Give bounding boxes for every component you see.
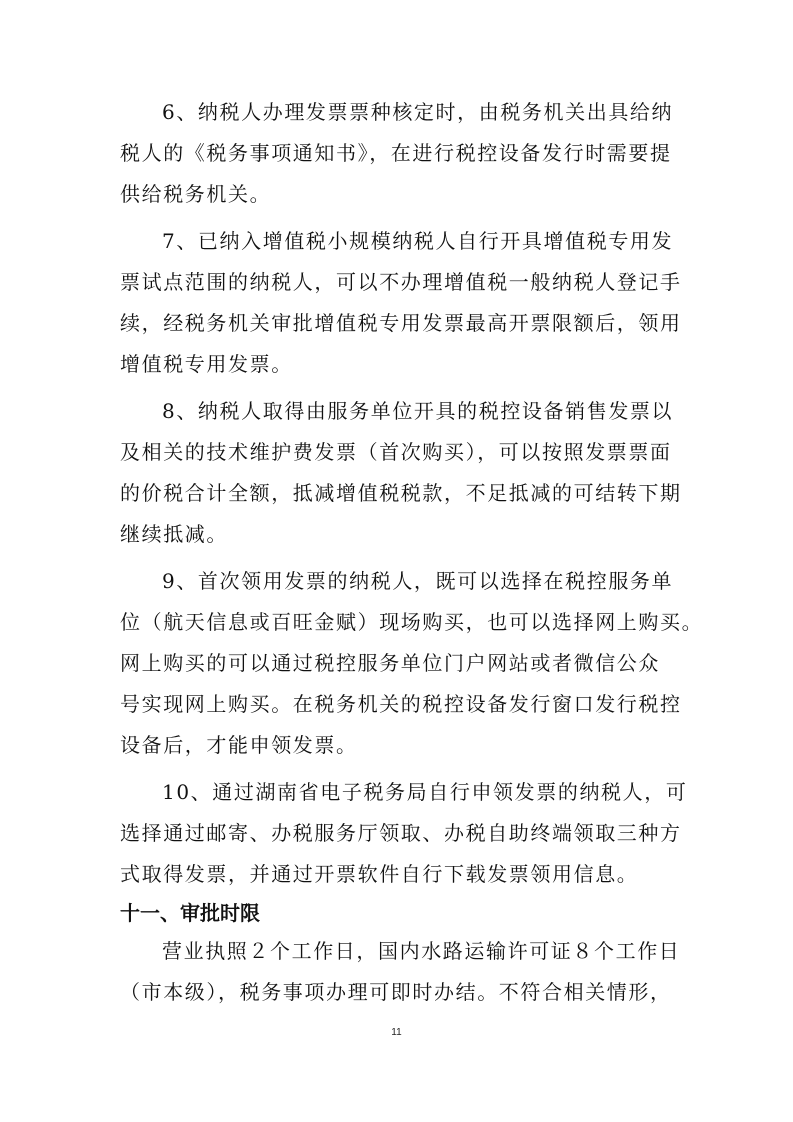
text-line: 选择通过邮寄、办税服务厅领取、办税自助终端领取三种方 xyxy=(120,821,682,845)
paragraph-item-10 xyxy=(120,772,688,895)
text-line: 设备后，才能申领发票。 xyxy=(120,733,358,757)
text-line: （市本级），税务事项办理可即时办结。不符合相关情形， xyxy=(120,980,672,1004)
text-line: 网上购买的可以通过税控服务单位门户网站或者微信公众 xyxy=(120,651,660,675)
text-line: 6、纳税人办理发票票种核定时，由税务机关出具给纳 xyxy=(162,100,674,124)
text-line: 继续抵减。 xyxy=(120,522,228,546)
text-line: 税人的《税务事项通知书》，在进行税控设备发行时需要提 xyxy=(120,141,672,165)
text-line: 号实现网上购买。在税务机关的税控设备发行窗口发行税控 xyxy=(120,692,682,716)
section-heading: 十一、审批时限 xyxy=(120,901,260,925)
page-number: 11 xyxy=(391,1027,402,1038)
text-line: 票试点范围的纳税人，可以不办理增值税一般纳税人登记手 xyxy=(120,270,682,294)
text-line: 10、通过湖南省电子税务局自行申领发票的纳税人，可 xyxy=(162,780,688,804)
paragraph-item-7 xyxy=(120,221,682,385)
text-line: 供给税务机关。 xyxy=(120,182,272,206)
paragraph-approval-time xyxy=(120,931,681,1013)
text-line: 增值税专用发票。 xyxy=(120,352,293,376)
text-line: 式取得发票，并通过开票软件自行下载发票领用信息。 xyxy=(120,862,639,886)
text-line: 9、首次领用发票的纳税人，既可以选择在税控服务单 xyxy=(162,569,674,593)
text-line: 营业执照２个工作日，国内水路运输许可证８个工作日 xyxy=(162,939,681,963)
text-line: 续，经税务机关审批增值税专用发票最高开票限额后，领用 xyxy=(120,311,682,335)
text-line: 7、已纳入增值税小规模纳税人自行开具增值税专用发 xyxy=(162,229,674,253)
text-line: 8、纳税人取得由服务单位开具的税控设备销售发票以 xyxy=(162,399,674,423)
text-line: 的价税合计全额，抵减增值税税款，不足抵减的可结转下期 xyxy=(120,481,682,505)
text-line: 位（航天信息或百旺金赋）现场购买，也可以选择网上购买。 xyxy=(120,610,704,634)
paragraph-item-8 xyxy=(120,391,682,555)
paragraph-item-6 xyxy=(120,92,678,215)
text-line: 及相关的技术维护费发票（首次购买），可以按照发票票面 xyxy=(120,440,672,464)
page-body xyxy=(120,92,704,1013)
paragraph-item-9 xyxy=(120,561,704,766)
